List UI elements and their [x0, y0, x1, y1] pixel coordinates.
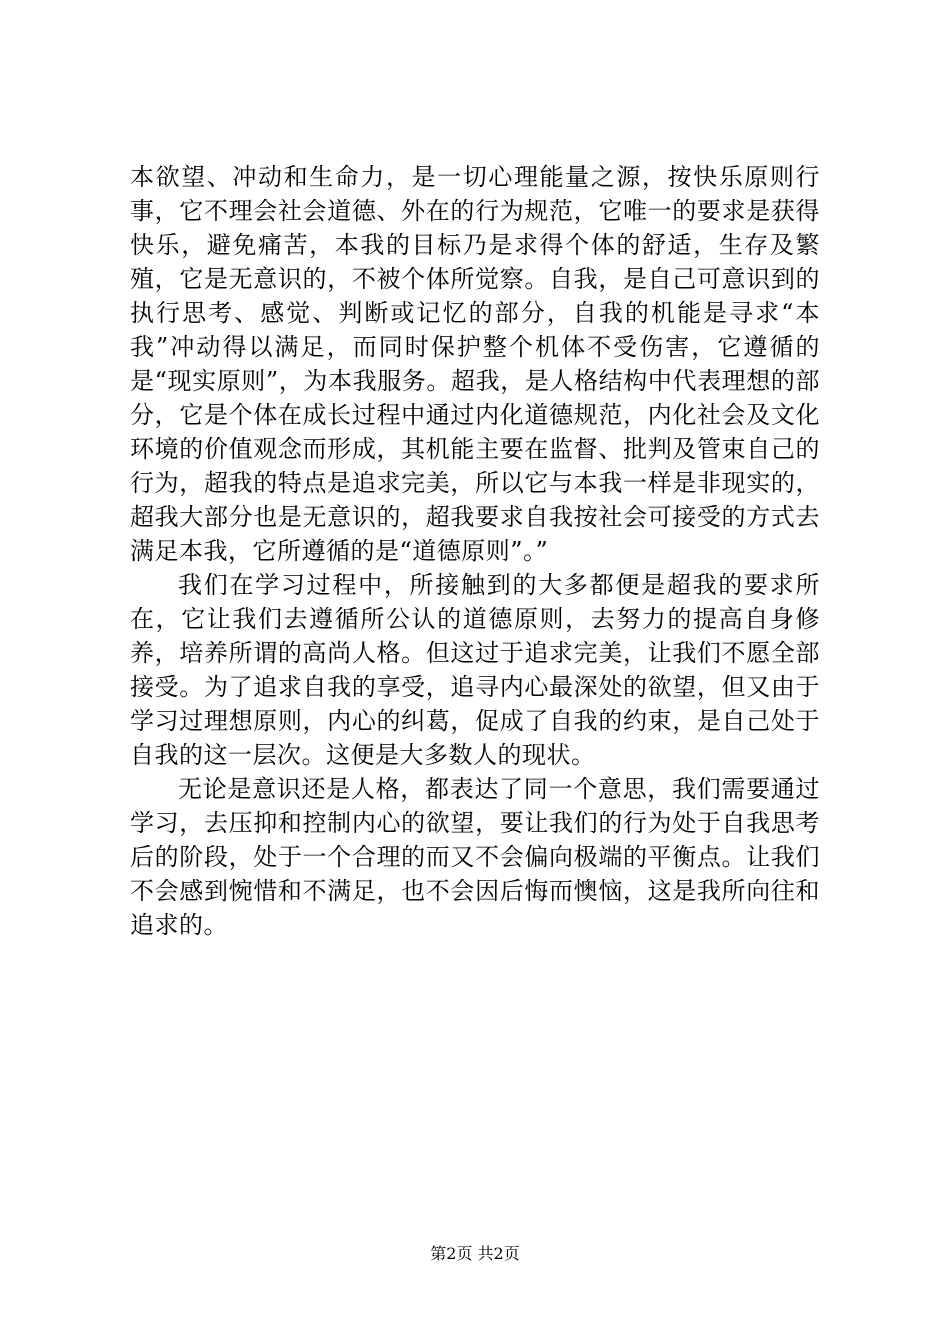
paragraph-continued: 本欲望、冲动和生命力，是一切心理能量之源，按快乐原则行事，它不理会社会道德、外在的行为规范，它唯一的要求是获得快乐，避免痛苦，本我的目标乃是求得个体的舒适，生存及繁殖，它是无意识的，不被个体所觉察。自我，是自己可意识到的执行思考、感觉、判断或记忆的部分，自我的机能是寻求“本我”冲动得以满足，而同时保护整个机体不受伤害，它遵循的是“现实原则”，为本我服务。超我，是人格结构中代表理想的部分，它是个体在成长过程中通过内化道德规范，内化社会及文化环境的价值观念而形成，其机能主要在监督、批判及管束自己的行为，超我的特点是追求完美，所以它与本我一样是非现实的，超我大部分也是无意识的，超我要求自我按社会可接受的方式去满足本我，它所遵循的是“道德原则”。” [130, 163, 820, 565]
document-body [130, 160, 820, 942]
page-number-footer: 第2页 共2页 [430, 1244, 520, 1263]
paragraph-conclusion: 无论是意识还是人格，都表达了同一个意思，我们需要通过学习，去压抑和控制内心的欲望，要让我们的行为处于自我思考后的阶段，处于一个合理的而又不会偏向极端的平衡点。让我们不会感到惋惜和不满足，也不会因后悔而懊恼，这是我所向往和追求的。 [130, 775, 820, 939]
paragraph-learning: 我们在学习过程中，所接触到的大多都便是超我的要求所在，它让我们去遵循所公认的道德原则，去努力的提高自身修养，培养所谓的高尚人格。但这过于追求完美，让我们不愿全部接受。为了追求自我的享受，追寻内心最深处的欲望，但又由于学习过理想原则，内心的纠葛，促成了自我的约束，是自己处于自我的这一层次。这便是大多数人的现状。 [130, 571, 820, 769]
